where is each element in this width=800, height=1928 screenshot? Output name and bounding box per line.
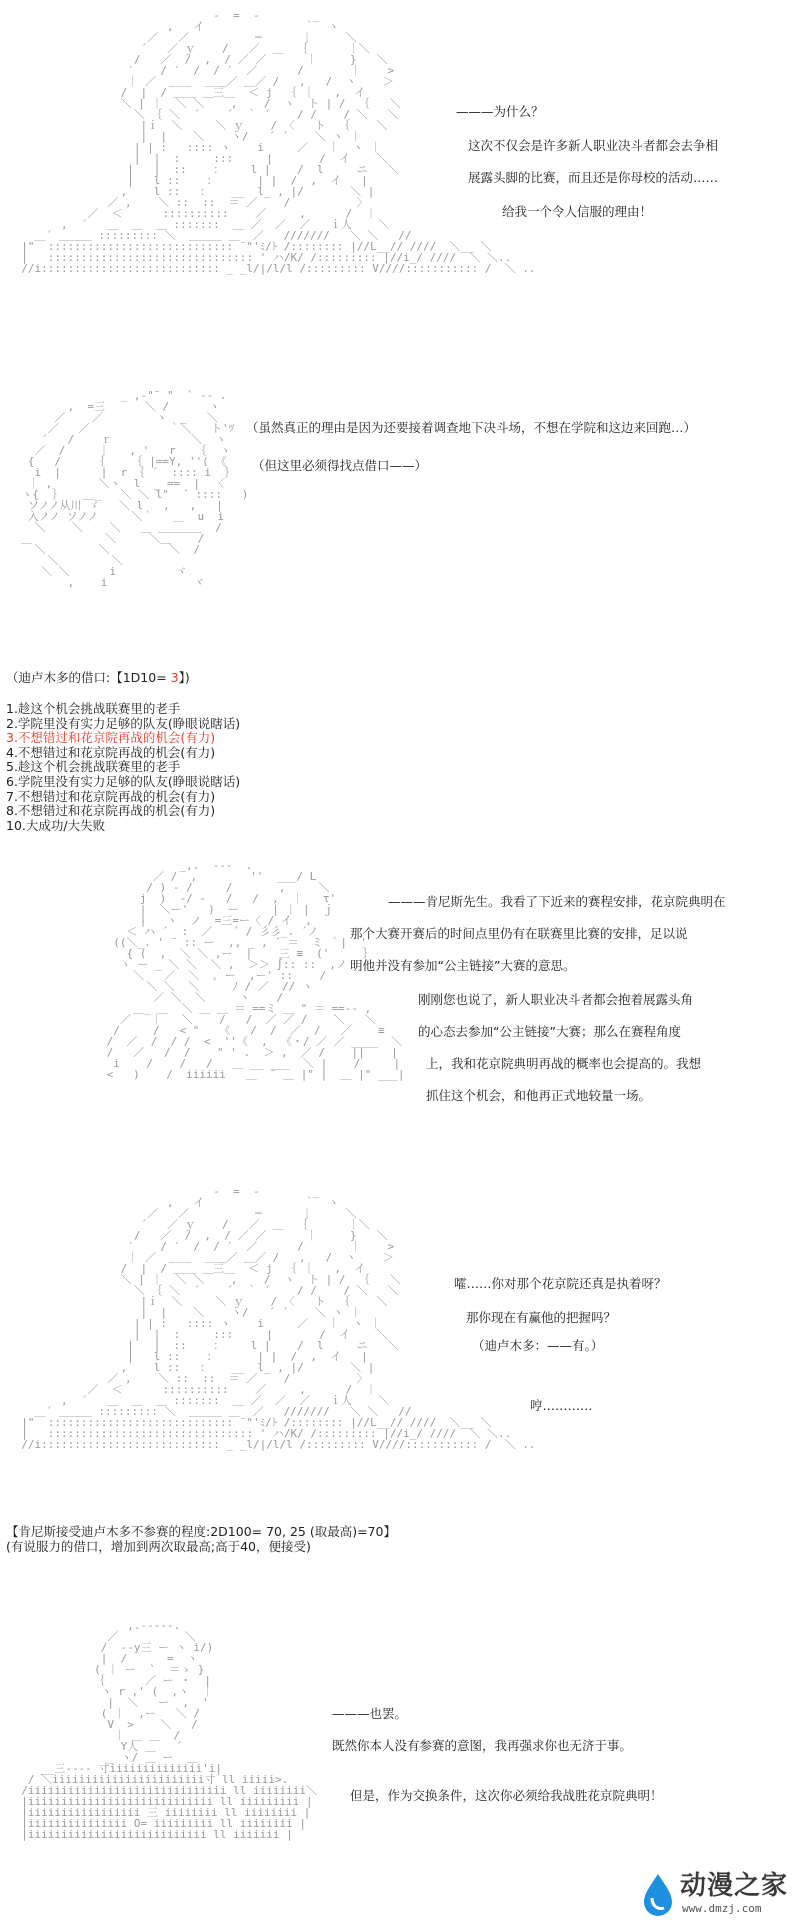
result-line-1: 【肯尼斯接受迪卢木多不参赛的程度:2D100= 70, 25 (取最高)=70】: [6, 1524, 396, 1539]
dmzj-watermark: [640, 1870, 790, 1920]
dialogue-line: 这次不仅会是许多新人职业决斗者都会去争相: [468, 138, 719, 153]
roll-suffix: 】): [178, 670, 190, 685]
panel-3: [0, 859, 800, 1103]
list-item: 6.学院里没有实力足够的队友(睁眼说瞎话): [6, 773, 241, 789]
ascii-art-kayneth-3: ,.-----. ／ ＼ / --y三 ー ヽ i/) | / = ヽ ( ｜ ー ` ＝ゝ } ｛ ／ ー ・ | ヽ r ,' ( ,ヽ ｜ | ＼ ー , ' ( ｜ ,ー ＼ / V > ＼ / ｜ ＿ ＿ / Y人 ＿ ´ _ ヽ/ ＿ ー ＿ __三---- 寸iiiiiiiiiiiiii'i| / ＼iiiiiiiiiiiiiiiiiiiiiii寸 ll iiiii>. /iiiiiiiiiiiiiiiiiiiiiiiiiiiiii ll iiiiiiii＼ |iiiiiiiiiiiiiiiiiiiiiiiiiiii ll iiiiiiiii | |iiiiiiiiiiiiiiiii 三 iiiiiiii ll iiiiiiii | |iiiiiiiiiiiiiii O= iiiiiiiii ll iiiiiiii | |iiiiiiiiiiiiiiiiiiiiiiiiiii ll iiiiiii |: [21, 1619, 318, 1841]
dialogue-line: （但这里必须得找点借口——）: [252, 458, 428, 473]
panel-4: [0, 1186, 800, 1486]
ascii-art-diarmuid-2: _,. --- . ／ / , '' ___/ L / ) - / / , ＼ j ) -/ - / / , ｜ τ' | ＼ー' ) ー | ｜ | ｊ | ヽ ノ =三=ー〈 / イ , ＜ ハ ´ : ／ ´ / 彡彡_. ´ノ ((＼_. ' ¨ :: ー ,, _ , ´ ＝ ミ ｀| ' { ( , ＼ ＼ ,ー | 三 ≡ (' ｝ ヽ ー _ ＼ ＼ ＼ , ＞＞ ∫:: :: ,ノ ＼ ／ ＼ ｡ ー ,ー' :: / ＼ ＼ ＼ ﾉ / ／ // ヽ ／ ＼ ＼ ヽ / ＿_ ＿ ＼ ＿ ＿ ＝ ==ミ ＿ " ＝ ==-- , ／ ｜ ＼ / / ／ ／ / ＼ ＼ / / < " 《 / / ／ / ／ ≡ / ／ / / / < ''《 , 《・/ ／ ／ ____ ＼ / ／ / / " ' . ＞ , ／ / || | i / / / ＿ __ ___ ＼ | / | < ) / iiiiii ＿ ¨ ＿ |" | ＿ |" ___|: [106, 859, 405, 1081]
water-drop-icon: [640, 1872, 676, 1918]
dialogue-line: ———为什么？: [456, 104, 544, 119]
result-line-2: (有说服力的借口，增加到两次取最高;高于40，便接受): [6, 1539, 311, 1554]
list-item-selected: 3.不想错过和花京院再战的机会(有力): [6, 730, 216, 746]
dialogue-line: （迪卢木多：——有。）: [472, 1338, 604, 1353]
dialogue-line: ———也罢。: [332, 1706, 408, 1721]
watermark-url: www.dmzj.com: [682, 1902, 762, 1915]
roll-header: [6, 670, 190, 685]
dialogue-line: 上，我和花京院典明再战的概率也会提高的。我想: [426, 1056, 702, 1071]
dialogue-line: ———肯尼斯先生。我看了下近来的赛程安排，花京院典明在: [388, 894, 726, 909]
watermark-name: 动漫之家: [680, 1871, 789, 1901]
dialogue-line: 哼…………: [530, 1398, 593, 1413]
list-item: 4.不想错过和花京院再战的机会(有力): [6, 744, 216, 760]
list-item: 2.学院里没有实力足够的队友(睁眼说瞎话): [6, 715, 241, 731]
list-item: 1.趁这个机会挑战联赛里的老手: [6, 701, 181, 716]
dialogue-line: 那你现在有赢他的把握吗？: [466, 1310, 617, 1325]
dialogue-line: 但是，作为交换条件，这次你必须给我战胜花京院典明！: [350, 1788, 663, 1803]
dialogue-line: 那个大赛开赛后的时间点里仍有在联赛里比赛的安排，足以说: [350, 926, 688, 941]
dialogue-line: 既然你本人没有参赛的意图，我再强求你也无济于事。: [332, 1738, 633, 1753]
roll-value: 3: [170, 670, 179, 685]
ascii-art-kayneth-2: - = - _ , イ ｀ ヽ ／ ／ ─ ｜ ＼ ´ ／ ｙ / ／ ＿ ｛ ｜＼ / ／ / , / ／ ／ ｜ } ＼ ′ / ′ / / ′ ／ / ｜ > ｜ ／ ＿＿ ＿＿／ ＿／ / , / ヽ ＞ / | / ＿＿ ＿三＿ ＜ j ｛ ｜ , イ ＼ | ｜ ＼ ＼ , / ヽ ト | / ｛ ＼ ＼ ｛ ＼ ´ ´ ｀ ´ / / / ＼ ＼ |ｉ ＼ ＼ ｙ / 〈 ト ｛ ＼ | | ＼ ヽ/ ´ ´ ＼ ヽ ｜ | | : :::: ヽ i ／ ｜ ヽ ｜ | | : ::: | / イ ＼ | | :: ： l | / l ニ ＼ | l :: ： | | / , イ | , l :: ： __ l_ , |/ ＼ | ／ , ＼ :: :: ＝ ／ / 〉 ／ ＜ :::::::::: ／ , / ｜ , ´ ＿ ＿ ＿ ::::::: ＿ ／ ／ ／ ｉ人 ＼ ＿´ ＿＿＿ ::::::::: ＼ ＿＿＿ ＿ ／ /////// ＼ ＼ // |" :::::::::::::::::::::::::::: ¨"'ﾐ/ﾄ /:::::::: |//L__// //// ＼__ ＼ | ::::::::::::::::::::::::::::::: ' ハ/K/ /::::::::: |//i_/ //// ＼ ＼.. //i::::::::::::::::::::::::::: _ _l/|/l/l /::::::::: V////::::::::::: / ＼ ..: [21, 1185, 536, 1451]
panel-2: [0, 390, 800, 650]
roll-options-list: [6, 702, 240, 833]
dialogue-line: 的心态去参加“公主链接”大赛；那么在赛程角度: [418, 1024, 681, 1039]
list-item: 7.不想错过和花京院再战的机会(有力): [6, 788, 216, 804]
list-item: 8.不想错过和花京院再战的机会(有力): [6, 803, 216, 819]
dialogue-line: 刚刚您也说了，新人职业决斗者都会抱着展露头角: [418, 992, 694, 1007]
panel-1: [0, 0, 800, 300]
list-item: 10.大成功/大失败: [6, 817, 106, 833]
dialogue-line: 展露头脚的比赛，而且还是你母校的活动……: [468, 170, 719, 185]
dialogue-line: 明他并没有参加“公主链接”大赛的意思。: [350, 958, 576, 973]
list-item: 5.趁这个机会挑战联赛里的老手: [6, 759, 181, 775]
roll-prefix: （迪卢木多的借口:【1D10=: [6, 670, 171, 685]
ascii-art-kayneth-1: - = - _ , イ ｀ ヽ ／ ／ ─ ｜ ＼ ´ ／ ｙ / ／ ＿ ｛ ｜＼ / ／ / , / ／ ／ ｜ } ＼ ′ / ′ / / ′ ／ / ｜ > ｜ ／ ＿＿ ＿＿／ ＿／ / , / ヽ ＞ / | / ＿＿ ＿三＿ ＜ j ｛ ｜ , イ ＼ | ｜ ＼ ＼ , / ヽ ト | / ｛ ＼ ＼ ｛ ＼ ´ ´ ｀ ´ / / / ＼ ＼ |ｉ ＼ ＼ ｙ / 〈 ト ｛ ＼ | | ＼ ヽ/ ´ ´ ＼ ヽ ｜ | | : :::: ヽ i ／ ｜ ヽ ｜ | | : ::: | / イ ＼ | | :: ： l | / l ニ ＼ | l :: ： | | / , イ | , l :: ： __ l_ , |/ ＼ | ／ , ＼ :: :: ＝ ／ / 〉 ／ ＜ :::::::::: ／ , / ｜ , ´ ＿ ＿ ＿ ::::::: ＿ ／ ／ ／ ｉ人 ＼ ＿´ ＿＿＿ ::::::::: ＼ ＿＿＿ ＿ ／ /////// ＼ ＼ // |" :::::::::::::::::::::::::::: ¨"'ﾐ/ﾄ /:::::::: |//L__// //// ＼__ ＼ | ::::::::::::::::::::::::::::::: ' ハ/K/ /::::::::: |//i_/ //// ＼ ＼.. //i::::::::::::::::::::::::::: _ _l/|/l/l /::::::::: V////::::::::::: / ＼ ..: [21, 9, 536, 275]
dialogue-line: 给我一个令人信服的理由！: [502, 204, 653, 219]
dialogue-line: 嚯……你对那个花京院还真是执着呀？: [454, 1276, 667, 1291]
ascii-art-diarmuid-1: _ ,-"¨ " ` -- . , =三 ＼ / ヽ ／ ／ ヽ _ ＼ ／ ／ ｀＼ ト'ﾂ ´ / ｒ ＼ ヽ ／ / ｜ , ' r ｛ ヽ { / ｛ ｛ |==Y, ''( 《 i | | r ｛ ´ :::: i ｝ ｜ , ＼ヽ l _ == | 〈 ヽ{ ｝ ＿_ ＼ ＼ l" ´ :::: ) ソノノ从川 ゞ ＼ l , , | 入ノノ ソノノ ＼｀ ＿ u i ＼ ＼ ＼ ＿ ＿＿＿＿ / ＿ ＼ ＼＿ / ＼ ＼ ＼ / ＼ ＼ ＼ ＼ i ヾ , i ヾ: [21, 389, 249, 589]
dialogue-line: 抓住这个机会，和他再正式地较量一场。: [426, 1088, 652, 1103]
dialogue-line: （虽然真正的理由是因为还要接着调查地下决斗场，不想在学院和这边来回跑…）: [246, 420, 697, 435]
